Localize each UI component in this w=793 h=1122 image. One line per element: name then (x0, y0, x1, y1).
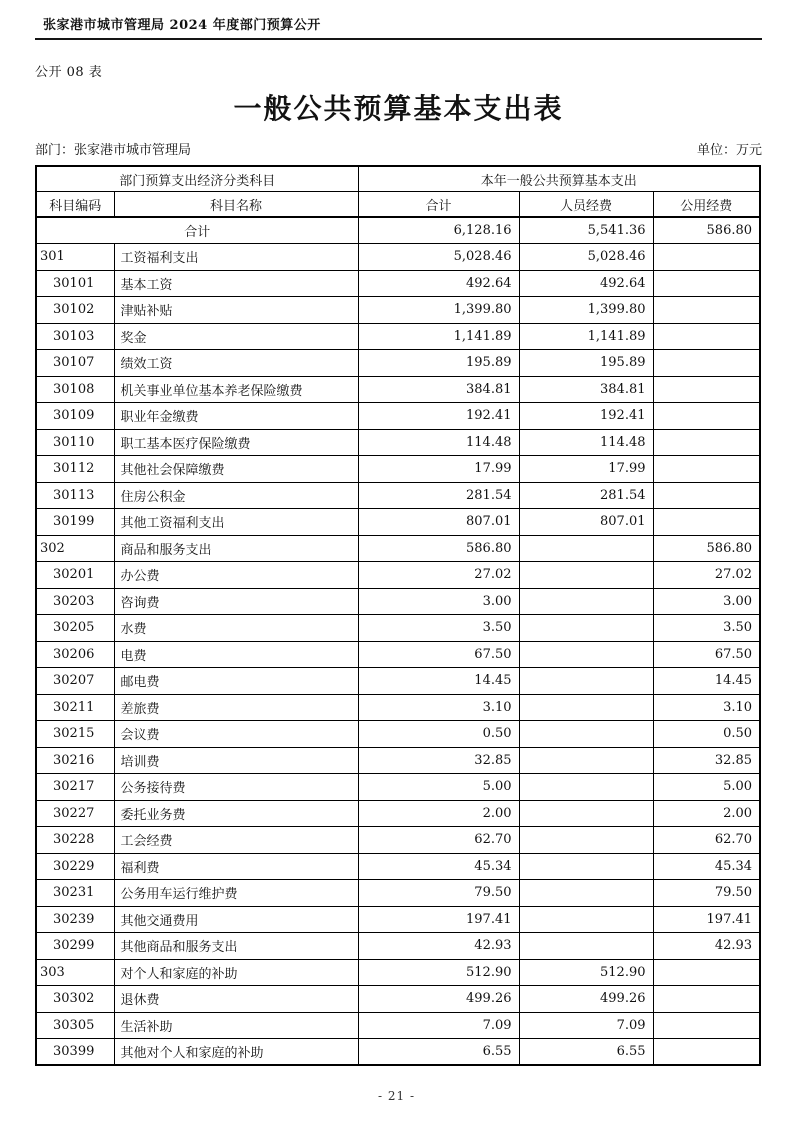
table-row (36, 853, 760, 880)
total-amount-cell: 67.50 (358, 641, 519, 668)
table-row (36, 376, 760, 403)
total-amount-cell: 1,141.89 (358, 323, 519, 350)
subject-code-cell: 30211 (36, 694, 114, 721)
public-amount-cell (653, 244, 760, 271)
total-amount-cell: 5.00 (358, 774, 519, 801)
public-amount-cell (653, 270, 760, 297)
table-row (36, 403, 760, 430)
subject-code-cell: 30229 (36, 853, 114, 880)
subject-code-cell: 30103 (36, 323, 114, 350)
subject-name-cell: 住房公积金 (114, 482, 358, 509)
subject-name-cell: 基本工资 (114, 270, 358, 297)
total-amount-cell: 5,028.46 (358, 244, 519, 271)
subject-code-cell: 30228 (36, 827, 114, 854)
subject-code-cell: 30399 (36, 1039, 114, 1066)
public-amount-cell: 586.80 (653, 535, 760, 562)
table-row (36, 721, 760, 748)
total-amount-cell: 17.99 (358, 456, 519, 483)
total-amount-cell: 62.70 (358, 827, 519, 854)
public-amount-cell (653, 1012, 760, 1039)
personnel-amount-cell: 492.64 (519, 270, 653, 297)
total-amount-cell: 45.34 (358, 853, 519, 880)
total-amount-cell: 79.50 (358, 880, 519, 907)
total-amount-cell: 192.41 (358, 403, 519, 430)
public-amount-cell: 3.00 (653, 588, 760, 615)
subject-code-cell: 30217 (36, 774, 114, 801)
public-amount-cell: 67.50 (653, 641, 760, 668)
public-amount-cell: 3.10 (653, 694, 760, 721)
column-header-public: 公用经费 (653, 192, 760, 218)
subject-code-cell: 30108 (36, 376, 114, 403)
subject-code-cell: 30302 (36, 986, 114, 1013)
table-row (36, 297, 760, 324)
subject-code-cell: 30299 (36, 933, 114, 960)
subject-name-cell: 工资福利支出 (114, 244, 358, 271)
table-row (36, 588, 760, 615)
public-amount-cell: 0.50 (653, 721, 760, 748)
subject-name-cell: 机关事业单位基本养老保险缴费 (114, 376, 358, 403)
subject-name-cell: 工会经费 (114, 827, 358, 854)
total-amount-cell: 1,399.80 (358, 297, 519, 324)
personnel-amount-cell: 7.09 (519, 1012, 653, 1039)
public-amount-cell (653, 350, 760, 377)
subject-name-cell: 职工基本医疗保险缴费 (114, 429, 358, 456)
total-amount-cell: 6.55 (358, 1039, 519, 1066)
subject-code-cell: 30205 (36, 615, 114, 642)
subject-code-cell: 30101 (36, 270, 114, 297)
table-row (36, 694, 760, 721)
table-body (36, 217, 760, 1065)
public-amount-cell (653, 323, 760, 350)
subject-name-cell: 津贴补贴 (114, 297, 358, 324)
personnel-amount-cell (519, 827, 653, 854)
table-row (36, 1012, 760, 1039)
total-amount-cell: 492.64 (358, 270, 519, 297)
public-amount-cell: 3.50 (653, 615, 760, 642)
public-amount-cell: 32.85 (653, 747, 760, 774)
subject-code-cell: 30215 (36, 721, 114, 748)
subject-name-cell: 公务用车运行维护费 (114, 880, 358, 907)
personnel-amount-cell (519, 906, 653, 933)
total-amount-cell: 384.81 (358, 376, 519, 403)
subject-name-cell: 其他对个人和家庭的补助 (114, 1039, 358, 1066)
subject-name-cell: 委托业务费 (114, 800, 358, 827)
column-header-personnel: 人员经费 (519, 192, 653, 218)
personnel-amount-cell: 384.81 (519, 376, 653, 403)
public-amount-cell: 45.34 (653, 853, 760, 880)
total-amount-cell: 197.41 (358, 906, 519, 933)
subject-name-cell: 公务接待费 (114, 774, 358, 801)
personnel-amount-cell (519, 774, 653, 801)
public-amount-cell (653, 959, 760, 986)
subject-code-cell: 30207 (36, 668, 114, 695)
totals-total-cell: 6,128.16 (358, 217, 519, 244)
personnel-amount-cell: 281.54 (519, 482, 653, 509)
page-number: - 21 - (377, 1089, 415, 1103)
budget-table (35, 165, 761, 1066)
column-header-code: 科目编码 (36, 192, 114, 218)
subject-code-cell: 30305 (36, 1012, 114, 1039)
subject-name-cell: 电费 (114, 641, 358, 668)
subject-name-cell: 邮电费 (114, 668, 358, 695)
column-header-total: 合计 (358, 192, 519, 218)
public-amount-cell: 79.50 (653, 880, 760, 907)
public-amount-cell (653, 297, 760, 324)
table-row (36, 959, 760, 986)
subject-name-cell: 其他社会保障缴费 (114, 456, 358, 483)
table-row (36, 668, 760, 695)
personnel-amount-cell (519, 933, 653, 960)
personnel-amount-cell: 1,399.80 (519, 297, 653, 324)
subject-code-cell: 30112 (36, 456, 114, 483)
personnel-amount-cell: 512.90 (519, 959, 653, 986)
table-row (36, 270, 760, 297)
table-row (36, 509, 760, 536)
personnel-amount-cell: 807.01 (519, 509, 653, 536)
subject-name-cell: 生活补助 (114, 1012, 358, 1039)
total-amount-cell: 195.89 (358, 350, 519, 377)
subject-code-cell: 30199 (36, 509, 114, 536)
table-row (36, 641, 760, 668)
public-amount-cell: 62.70 (653, 827, 760, 854)
total-amount-cell: 3.50 (358, 615, 519, 642)
totals-label-cell: 合计 (36, 217, 358, 244)
personnel-amount-cell: 499.26 (519, 986, 653, 1013)
personnel-amount-cell: 6.55 (519, 1039, 653, 1066)
subject-code-cell: 30216 (36, 747, 114, 774)
public-amount-cell: 42.93 (653, 933, 760, 960)
subject-code-cell: 303 (36, 959, 114, 986)
public-amount-cell: 14.45 (653, 668, 760, 695)
total-amount-cell: 281.54 (358, 482, 519, 509)
personnel-amount-cell (519, 641, 653, 668)
public-amount-cell (653, 482, 760, 509)
subject-name-cell: 其他工资福利支出 (114, 509, 358, 536)
public-amount-cell (653, 456, 760, 483)
group-header-left: 部门预算支出经济分类科目 (36, 166, 358, 192)
table-row (36, 827, 760, 854)
personnel-amount-cell (519, 588, 653, 615)
total-amount-cell: 32.85 (358, 747, 519, 774)
table-row (36, 774, 760, 801)
column-header-row (36, 192, 760, 218)
public-amount-cell (653, 376, 760, 403)
personnel-amount-cell (519, 535, 653, 562)
personnel-amount-cell (519, 747, 653, 774)
subject-name-cell: 水费 (114, 615, 358, 642)
table-row (36, 986, 760, 1013)
totals-personnel-cell: 5,541.36 (519, 217, 653, 244)
subject-name-cell: 退休费 (114, 986, 358, 1013)
page-title: 一般公共预算基本支出表 (233, 92, 564, 125)
total-amount-cell: 0.50 (358, 721, 519, 748)
personnel-amount-cell (519, 615, 653, 642)
totals-row (36, 217, 760, 244)
total-amount-cell: 3.00 (358, 588, 519, 615)
table-row (36, 482, 760, 509)
table-row (36, 535, 760, 562)
personnel-amount-cell: 1,141.89 (519, 323, 653, 350)
document-header: 张家港市城市管理局 2024 年度部门预算公开 (35, 14, 762, 40)
subject-code-cell: 30109 (36, 403, 114, 430)
personnel-amount-cell (519, 800, 653, 827)
public-amount-cell: 197.41 (653, 906, 760, 933)
subject-code-cell: 30239 (36, 906, 114, 933)
subject-name-cell: 会议费 (114, 721, 358, 748)
public-amount-cell (653, 986, 760, 1013)
table-row (36, 906, 760, 933)
subject-name-cell: 奖金 (114, 323, 358, 350)
subject-code-cell: 30206 (36, 641, 114, 668)
personnel-amount-cell: 5,028.46 (519, 244, 653, 271)
table-row (36, 880, 760, 907)
table-row (36, 800, 760, 827)
subject-code-cell: 302 (36, 535, 114, 562)
personnel-amount-cell (519, 853, 653, 880)
subject-code-cell: 301 (36, 244, 114, 271)
table-row (36, 933, 760, 960)
subject-code-cell: 30203 (36, 588, 114, 615)
column-header-name: 科目名称 (114, 192, 358, 218)
subject-name-cell: 培训费 (114, 747, 358, 774)
table-row (36, 1039, 760, 1066)
personnel-amount-cell (519, 668, 653, 695)
subject-name-cell: 福利费 (114, 853, 358, 880)
public-amount-cell (653, 403, 760, 430)
personnel-amount-cell: 192.41 (519, 403, 653, 430)
subject-name-cell: 办公费 (114, 562, 358, 589)
public-amount-cell: 2.00 (653, 800, 760, 827)
table-row (36, 456, 760, 483)
subject-code-cell: 30107 (36, 350, 114, 377)
table-row (36, 747, 760, 774)
total-amount-cell: 42.93 (358, 933, 519, 960)
personnel-amount-cell: 195.89 (519, 350, 653, 377)
personnel-amount-cell (519, 562, 653, 589)
subject-code-cell: 30227 (36, 800, 114, 827)
personnel-amount-cell: 114.48 (519, 429, 653, 456)
subject-code-cell: 30231 (36, 880, 114, 907)
personnel-amount-cell (519, 694, 653, 721)
subject-code-cell: 30113 (36, 482, 114, 509)
table-row (36, 244, 760, 271)
public-amount-cell (653, 509, 760, 536)
total-amount-cell: 3.10 (358, 694, 519, 721)
personnel-amount-cell (519, 880, 653, 907)
total-amount-cell: 512.90 (358, 959, 519, 986)
personnel-amount-cell: 17.99 (519, 456, 653, 483)
subject-name-cell: 其他商品和服务支出 (114, 933, 358, 960)
subject-name-cell: 商品和服务支出 (114, 535, 358, 562)
sheet-label: 公开 08 表 (35, 65, 103, 80)
meta-row (35, 139, 762, 158)
unit-label: 单位：万元 (696, 143, 762, 158)
total-amount-cell: 499.26 (358, 986, 519, 1013)
total-amount-cell: 114.48 (358, 429, 519, 456)
table-row (36, 615, 760, 642)
total-amount-cell: 807.01 (358, 509, 519, 536)
table-row (36, 429, 760, 456)
department-label: 部门：张家港市城市管理局 (35, 143, 192, 158)
group-header-row (36, 166, 760, 192)
subject-name-cell: 对个人和家庭的补助 (114, 959, 358, 986)
subject-code-cell: 30110 (36, 429, 114, 456)
total-amount-cell: 7.09 (358, 1012, 519, 1039)
subject-code-cell: 30102 (36, 297, 114, 324)
subject-name-cell: 其他交通费用 (114, 906, 358, 933)
public-amount-cell (653, 429, 760, 456)
table-row (36, 350, 760, 377)
subject-name-cell: 差旅费 (114, 694, 358, 721)
public-amount-cell: 5.00 (653, 774, 760, 801)
subject-name-cell: 职业年金缴费 (114, 403, 358, 430)
table-row (36, 562, 760, 589)
subject-code-cell: 30201 (36, 562, 114, 589)
subject-name-cell: 绩效工资 (114, 350, 358, 377)
total-amount-cell: 2.00 (358, 800, 519, 827)
public-amount-cell (653, 1039, 760, 1066)
total-amount-cell: 586.80 (358, 535, 519, 562)
subject-name-cell: 咨询费 (114, 588, 358, 615)
personnel-amount-cell (519, 721, 653, 748)
public-amount-cell: 27.02 (653, 562, 760, 589)
group-header-right: 本年一般公共预算基本支出 (358, 166, 760, 192)
total-amount-cell: 27.02 (358, 562, 519, 589)
table-row (36, 323, 760, 350)
totals-public-cell: 586.80 (653, 217, 760, 244)
total-amount-cell: 14.45 (358, 668, 519, 695)
